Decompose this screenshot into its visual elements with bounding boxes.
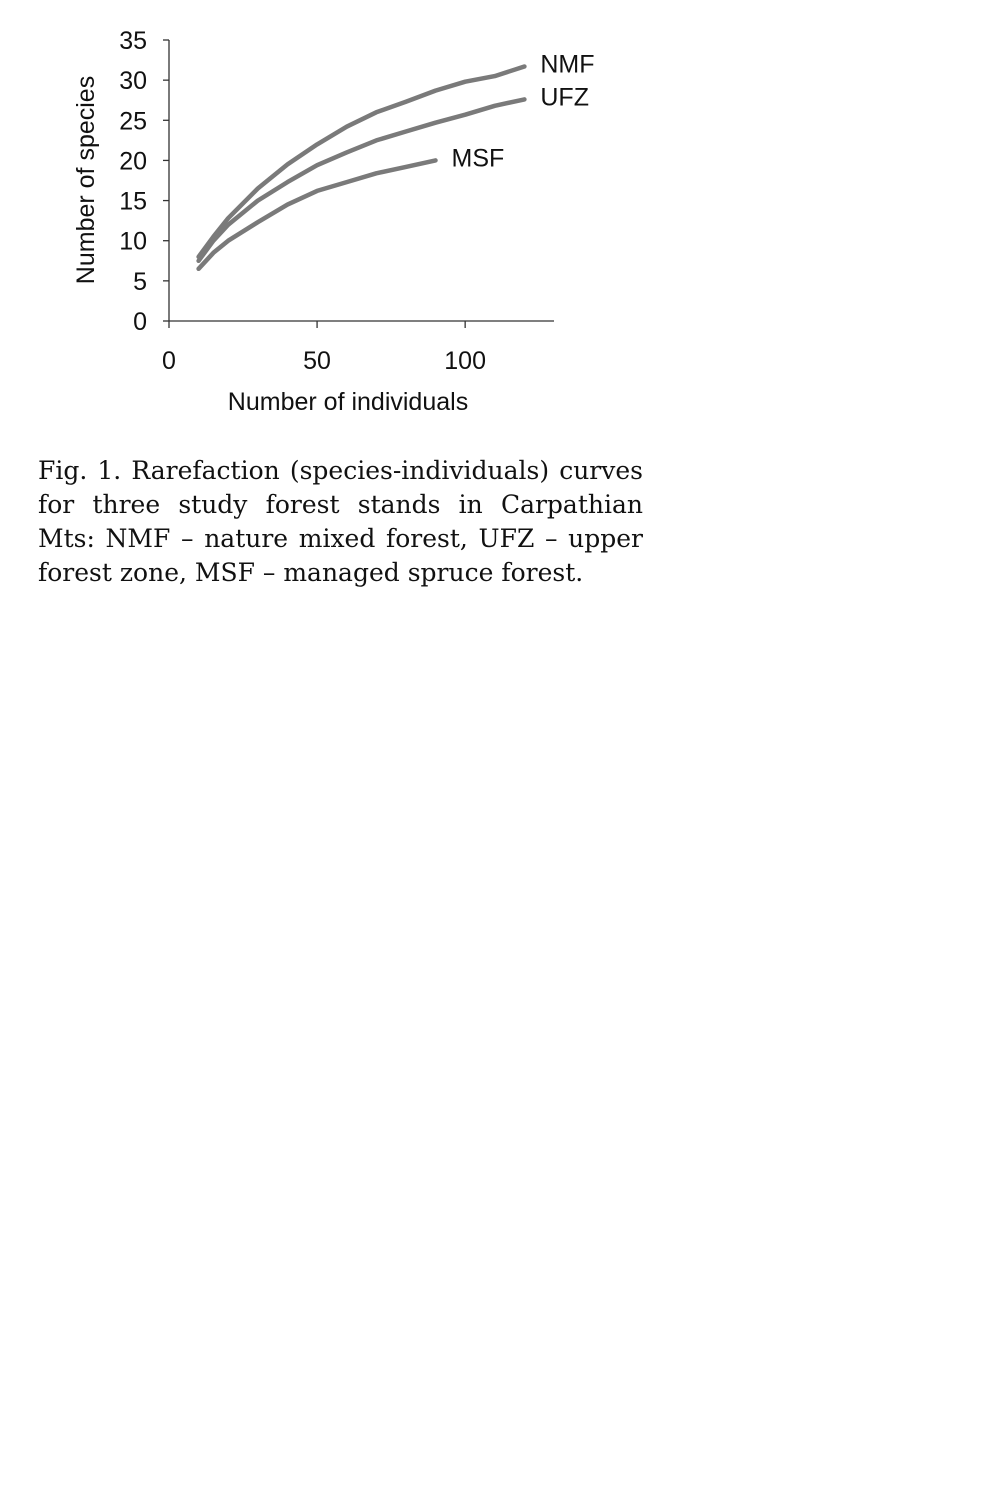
y-axis-title: Number of species xyxy=(72,75,100,285)
x-tick-label: 50 xyxy=(303,347,331,375)
series-label-nmf: NMF xyxy=(540,50,595,79)
y-tick-label: 0 xyxy=(133,308,147,336)
series-line-ufz xyxy=(199,99,525,260)
chart-canvas xyxy=(0,0,660,440)
y-axis-ticks xyxy=(119,27,169,336)
series-label-ufz: UFZ xyxy=(540,83,589,112)
x-axis-ticks xyxy=(162,321,486,375)
rarefaction-chart xyxy=(0,0,660,440)
y-tick-label: 5 xyxy=(133,267,147,296)
y-tick-label: 25 xyxy=(119,107,147,136)
y-tick-label: 15 xyxy=(119,187,147,216)
figure-caption: Fig. 1. Rarefaction (species-individuals) curves for three study forest stands in Carpathian Mts: NMF – nature mixed forest, UFZ – upper forest zone, MSF – managed spruce forest. xyxy=(38,456,643,587)
x-tick-label: 0 xyxy=(162,347,176,375)
y-tick-label: 20 xyxy=(119,147,147,176)
y-tick-label: 10 xyxy=(119,227,147,256)
series-label-msf: MSF xyxy=(451,144,505,173)
x-axis-title: Number of individuals xyxy=(227,388,469,416)
x-tick-label: 100 xyxy=(444,347,487,375)
y-tick-label: 30 xyxy=(119,67,147,96)
y-tick-label: 35 xyxy=(119,27,147,55)
